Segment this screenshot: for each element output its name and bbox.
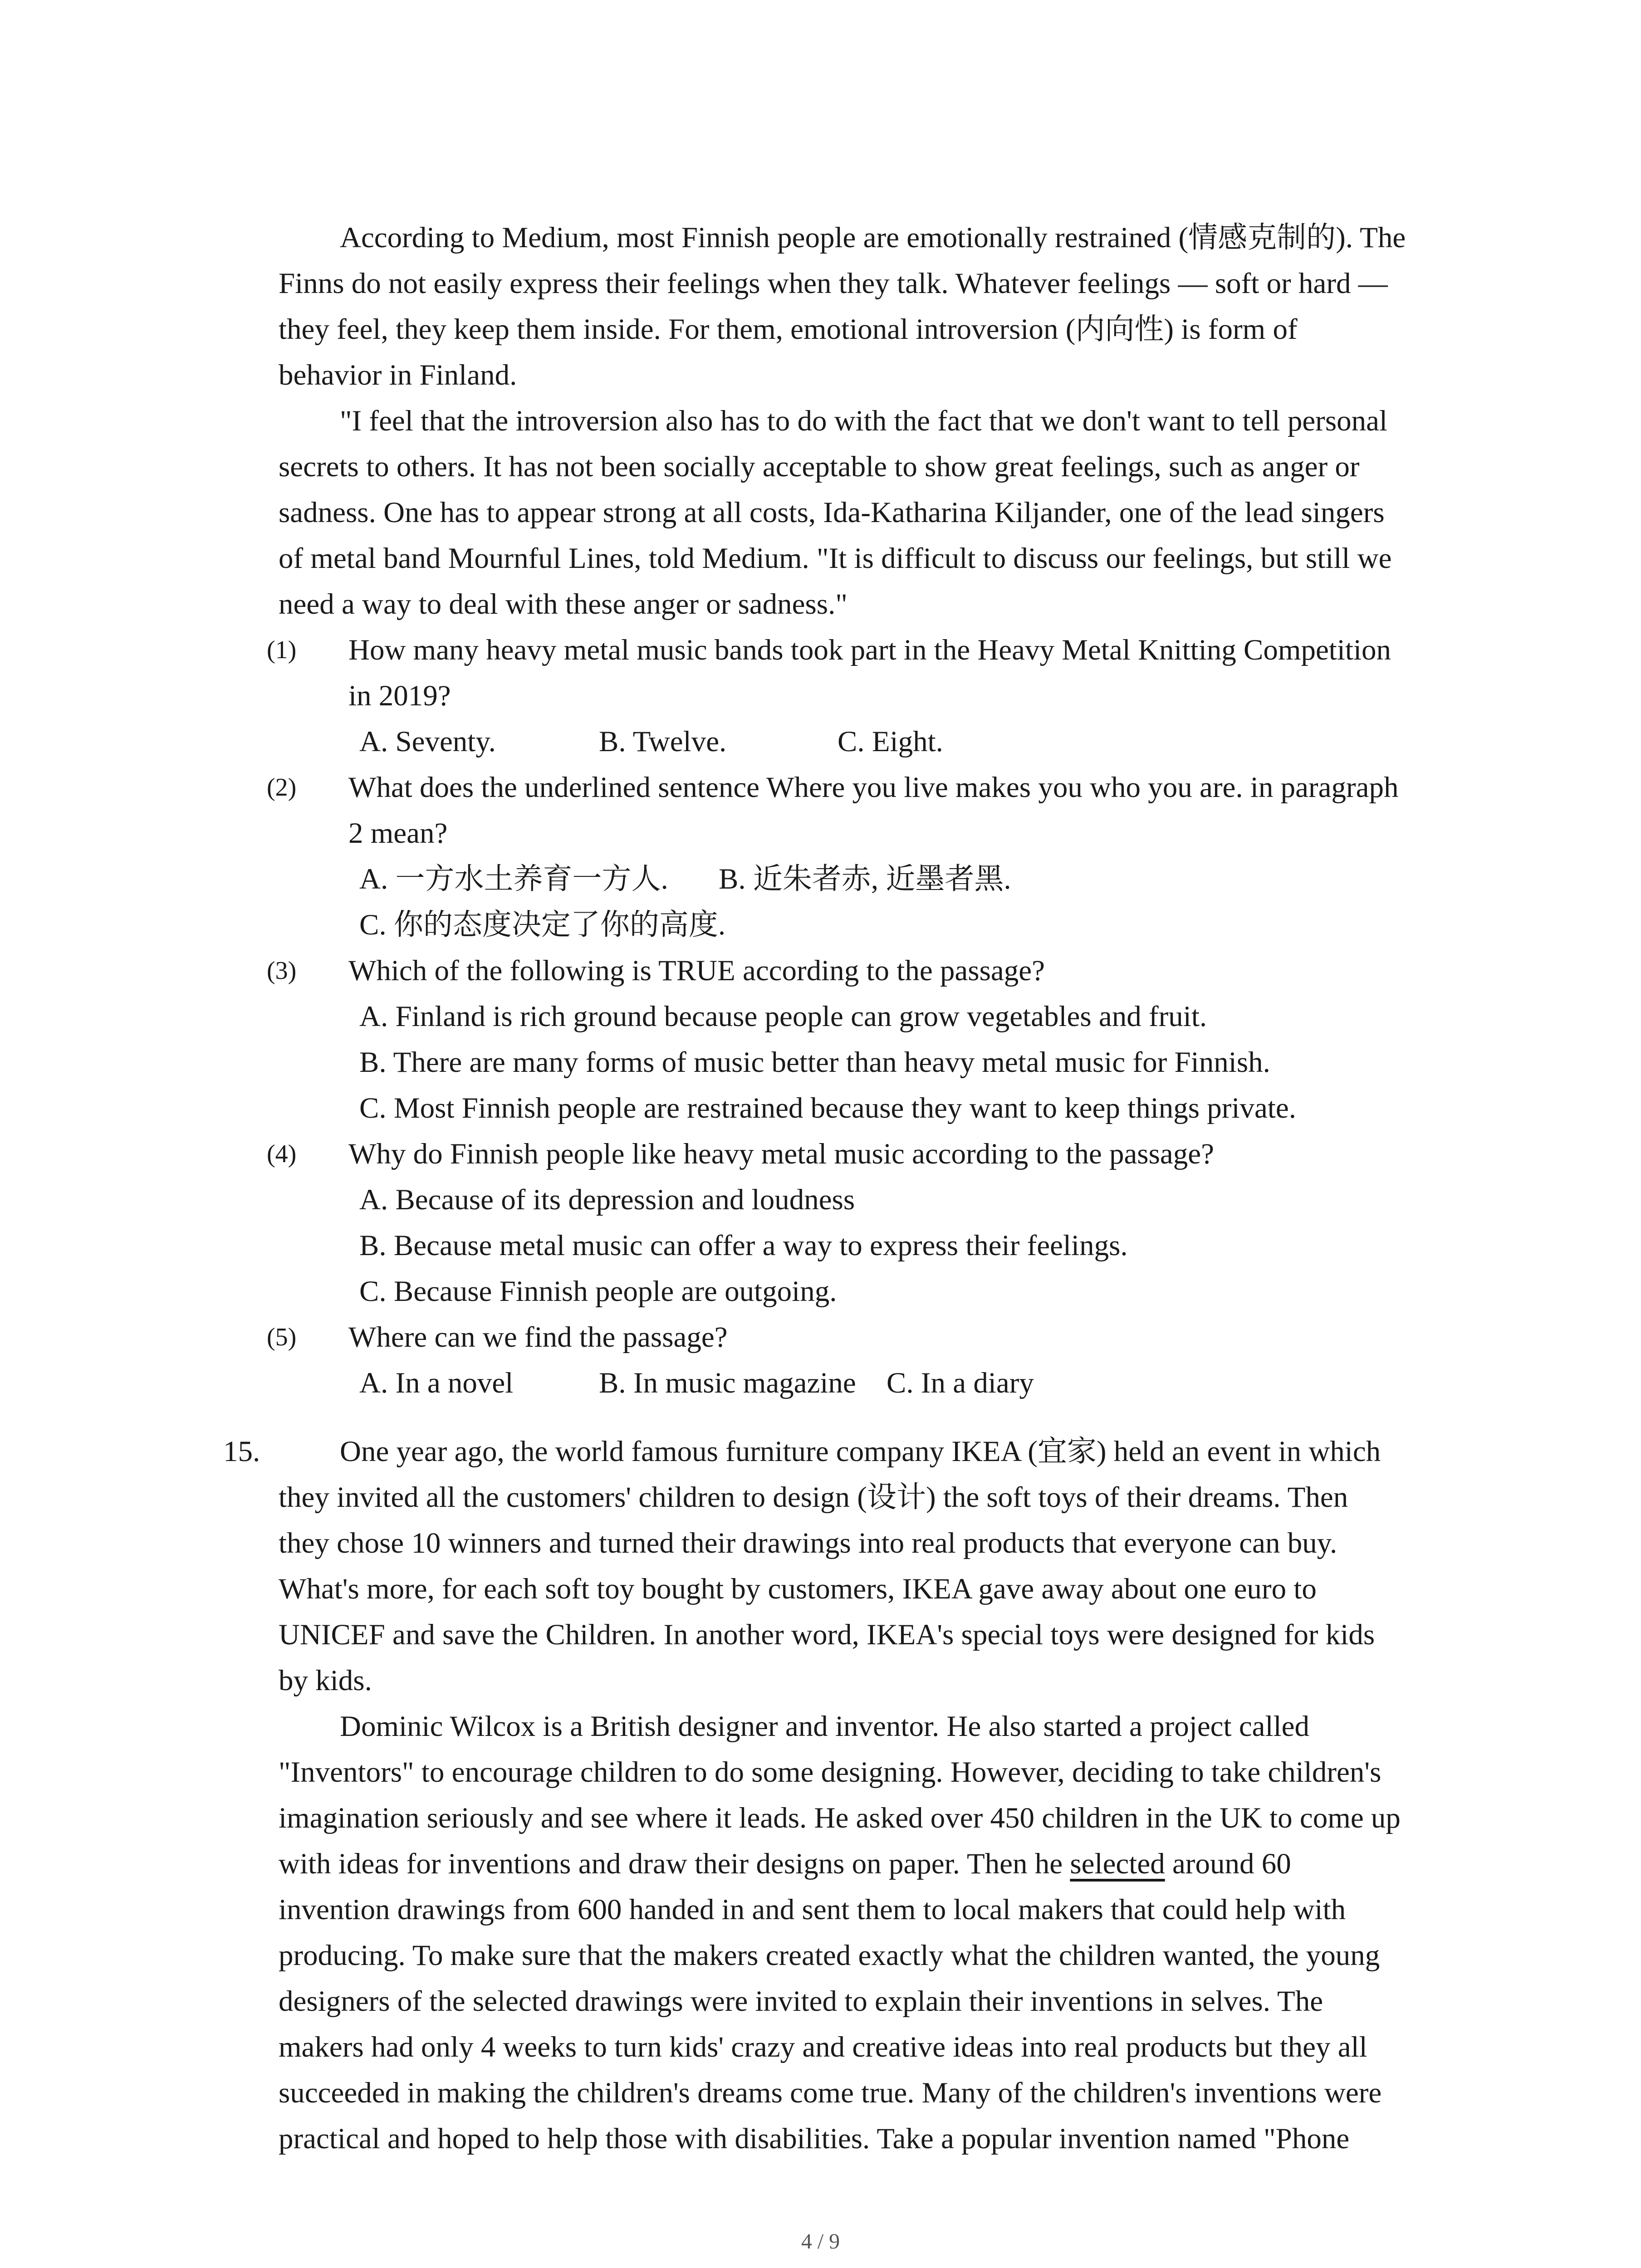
option-b[interactable]: B. Because metal music can offer a way to express their feelings. [359, 1229, 1128, 1262]
option-b[interactable]: B. 近朱者赤, 近墨者黑. [719, 863, 1011, 895]
option-c[interactable]: C. Because Finnish people are outgoing. [359, 1275, 837, 1308]
question-number: (5) [267, 1323, 297, 1351]
option-a[interactable]: A. Because of its depression and loudness [359, 1183, 855, 1216]
text-line: Dominic Wilcox is a British designer and inventor. He also started a project called [340, 1710, 1310, 1743]
question-text: Why do Finnish people like heavy metal music according to the passage? [348, 1138, 1214, 1170]
text-line: According to Medium, most Finnish people are emotionally restrained (情感克制的). The [340, 221, 1406, 254]
text-line: Finns do not easily express their feelings when they talk. Whatever feelings — soft or hard — [279, 267, 1388, 300]
option-c[interactable]: C. Eight. [838, 725, 943, 758]
text-line: sadness. One has to appear strong at all costs, Ida-Katharina Kiljander, one of the lead singers [279, 496, 1385, 529]
option-b[interactable]: B. Twelve. [599, 725, 727, 758]
text-line: need a way to deal with these anger or sadness." [279, 588, 847, 621]
text-line: "I feel that the introversion also has to do with the fact that we don't want to tell personal [340, 405, 1388, 437]
text-line: designers of the selected drawings were invited to explain their inventions in selves. The [279, 1985, 1323, 2018]
question-text: How many heavy metal music bands took part in the Heavy Metal Knitting Competition [348, 634, 1391, 666]
question-number: (2) [267, 773, 297, 802]
question-number-15: 15. [223, 1435, 260, 1468]
text-line: succeeded in making the children's dreams come true. Many of the children's inventions were [279, 2077, 1382, 2109]
text-line: they feel, they keep them inside. For them, emotional introversion (内向性) is form of [279, 313, 1298, 346]
text-line: they invited all the customers' children to design (设计) the soft toys of their dreams. Then [279, 1481, 1348, 1514]
page-number: 4 / 9 [801, 2229, 840, 2253]
text-line: UNICEF and save the Children. In another word, IKEA's special toys were designed for kids [279, 1618, 1375, 1651]
question-number: (3) [267, 957, 297, 985]
text-line: makers had only 4 weeks to turn kids' crazy and creative ideas into real products but they all [279, 2031, 1367, 2063]
passage-a-paragraph-1 [279, 215, 1458, 398]
option-a[interactable]: A. Seventy. [359, 725, 496, 758]
option-c[interactable]: C. In a diary [887, 1367, 1034, 1399]
question-text: What does the underlined sentence Where you live makes you who you are. in paragraph [348, 771, 1399, 804]
text-line: invention drawings from 600 handed in and sent them to local makers that could help with [279, 1893, 1346, 1926]
question-text: 2 mean? [348, 817, 448, 850]
underlined-word: selected [1070, 1848, 1165, 1880]
text-line: behavior in Finland. [279, 359, 517, 391]
text-line: What's more, for each soft toy bought by customers, IKEA gave away about one euro to [279, 1573, 1317, 1605]
option-b[interactable]: B. In music magazine [599, 1367, 856, 1399]
text-line: producing. To make sure that the makers created exactly what the children wanted, the young [279, 1939, 1380, 1972]
passage-b-paragraph-2 [279, 1704, 1458, 2162]
option-a[interactable]: A. Finland is rich ground because people can grow vegetables and fruit. [359, 1000, 1207, 1033]
question-text: Where can we find the passage? [348, 1321, 728, 1354]
text-line: by kids. [279, 1664, 372, 1697]
text-line: practical and hoped to help those with disabilities. Take a popular invention named "Phone [279, 2122, 1350, 2155]
option-b[interactable]: B. There are many forms of music better than heavy metal music for Finnish. [359, 1046, 1270, 1079]
passage-b-paragraph-1 [279, 1429, 1458, 1704]
text-segment: with ideas for inventions and draw their designs on paper. Then he [279, 1848, 1070, 1880]
option-a[interactable]: A. 一方水土养育一方人. [359, 863, 668, 895]
text-line: "Inventors" to encourage children to do some designing. However, deciding to take children's [279, 1756, 1381, 1789]
question-text: in 2019? [348, 679, 451, 712]
text-line: One year ago, the world famous furniture company IKEA (宜家) held an event in which [340, 1435, 1381, 1468]
text-line [279, 1841, 1458, 1887]
option-a[interactable]: A. In a novel [359, 1367, 514, 1399]
text-line: imagination seriously and see where it leads. He asked over 450 children in the UK to come up [279, 1802, 1401, 1834]
text-line: secrets to others. It has not been socially acceptable to show great feelings, such as anger or [279, 450, 1360, 483]
question-text: Which of the following is TRUE according to the passage? [348, 954, 1045, 987]
question-number: (1) [267, 636, 297, 664]
text-line: of metal band Mournful Lines, told Medium. "It is difficult to discuss our feelings, but still we [279, 542, 1392, 575]
passage-a-paragraph-2 [279, 398, 1458, 627]
text-line: they chose 10 winners and turned their drawings into real products that everyone can buy. [279, 1527, 1337, 1559]
question-number: (4) [267, 1140, 297, 1168]
text-segment: around 60 [1165, 1848, 1291, 1880]
option-c[interactable]: C. Most Finnish people are restrained because they want to keep things private. [359, 1092, 1297, 1124]
option-c[interactable]: C. 你的态度决定了你的高度. [359, 909, 726, 941]
